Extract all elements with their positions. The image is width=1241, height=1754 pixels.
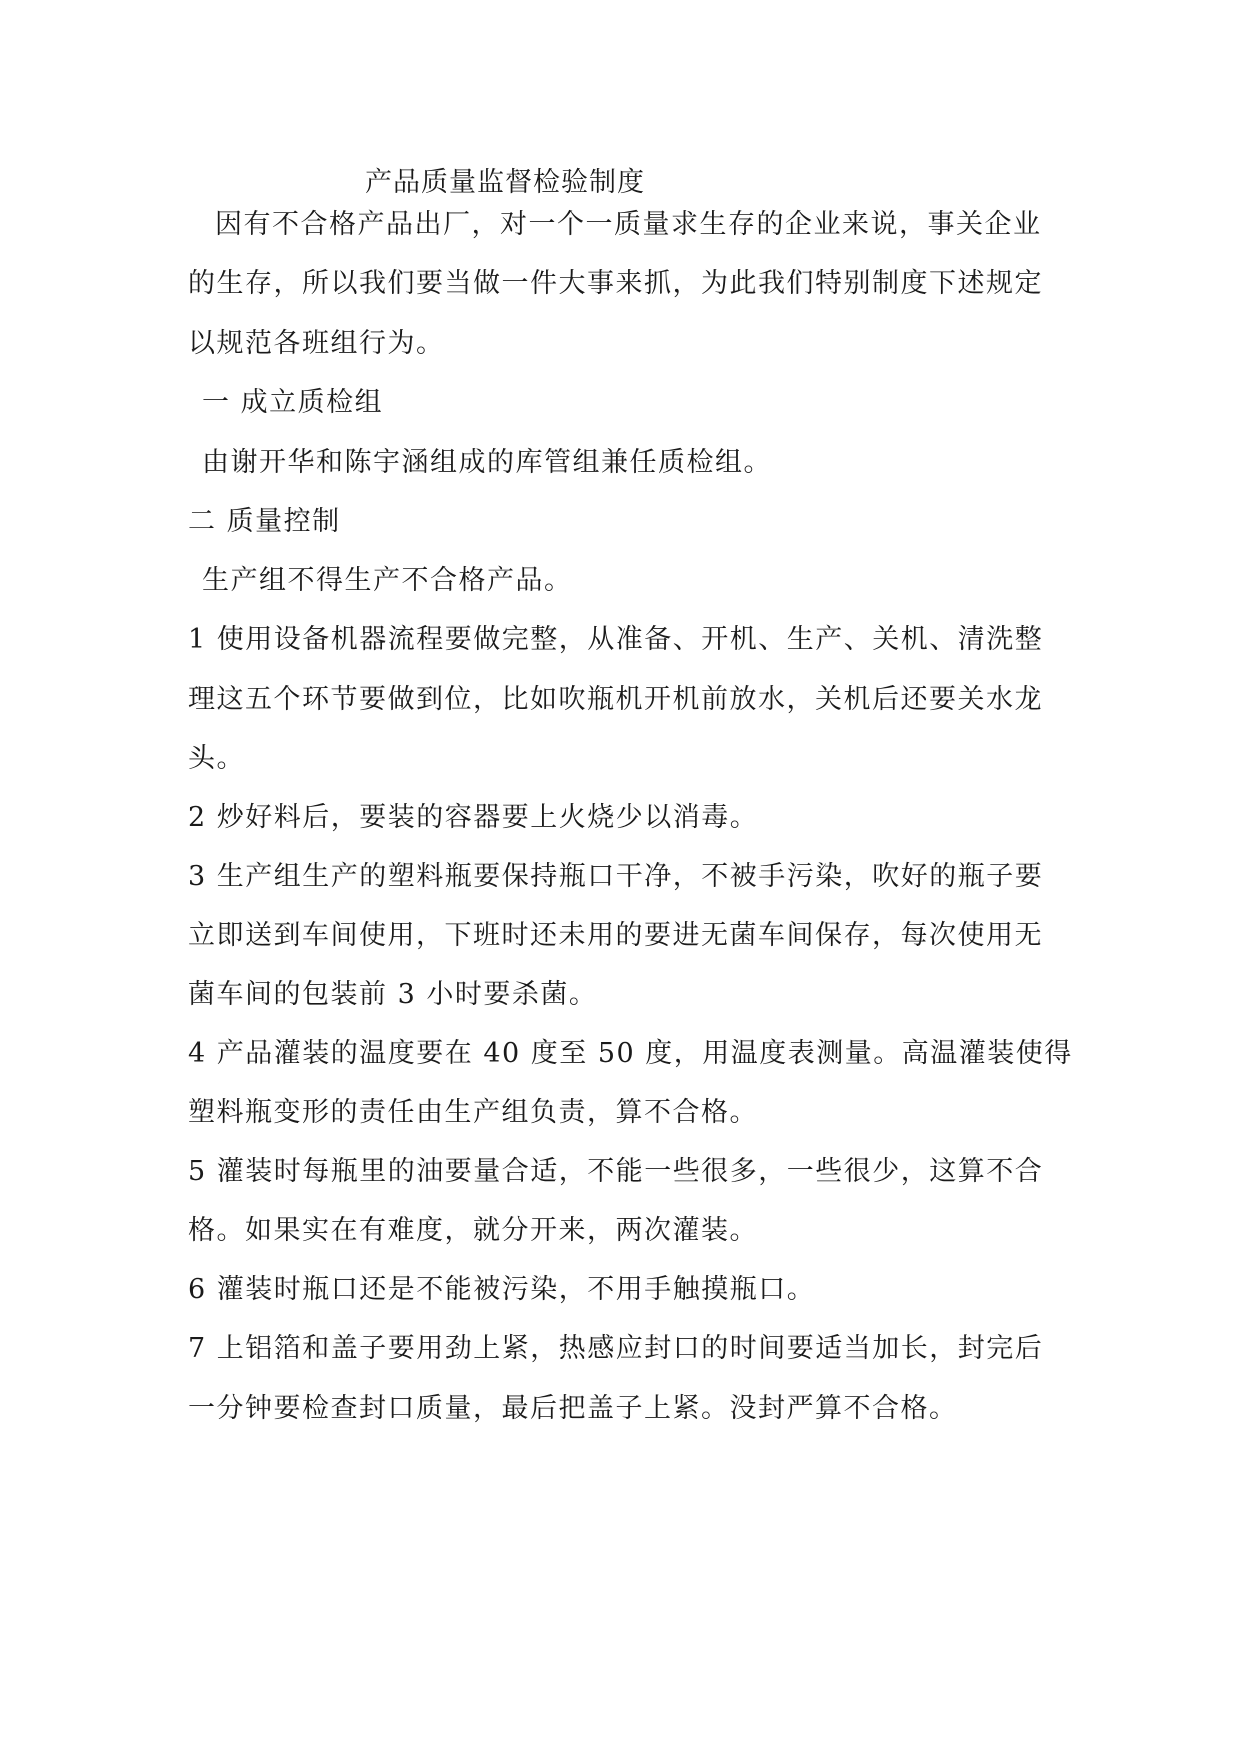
paragraph-line: 以规范各班组行为。 <box>188 328 445 359</box>
list-item-line: 3 生产组生产的塑料瓶要保持瓶口干净，不被手污染，吹好的瓶子要 <box>188 861 1044 892</box>
section-heading: 一 成立质检组 <box>202 387 384 418</box>
list-item-line: 一分钟要检查封口质量，最后把盖子上紧。没封严算不合格。 <box>188 1393 958 1424</box>
list-item-line: 塑料瓶变形的责任由生产组负责，算不合格。 <box>188 1097 758 1128</box>
list-item-line: 7 上铝箔和盖子要用劲上紧，热感应封口的时间要适当加长，封完后 <box>188 1333 1044 1364</box>
paragraph-line: 的生存，所以我们要当做一件大事来抓，为此我们特别制度下述规定 <box>188 268 1043 299</box>
paragraph-line: 由谢开华和陈宇涵组成的库管组兼任质检组。 <box>202 447 772 478</box>
list-item-line: 理这五个环节要做到位，比如吹瓶机开机前放水，关机后还要关水龙 <box>188 684 1043 715</box>
list-item-line: 4 产品灌装的温度要在 40 度至 50 度，用温度表测量。高温灌装使得 <box>188 1038 1073 1069</box>
section-heading: 二 质量控制 <box>188 506 341 537</box>
list-item-line: 6 灌装时瓶口还是不能被污染，不用手触摸瓶口。 <box>188 1274 816 1305</box>
list-item-line: 1 使用设备机器流程要做完整，从准备、开机、生产、关机、清洗整 <box>188 624 1044 655</box>
list-item-line: 格。如果实在有难度，就分开来，两次灌装。 <box>188 1215 758 1246</box>
list-item-line: 2 炒好料后，要装的容器要上火烧少以消毒。 <box>188 802 759 833</box>
list-item-line: 菌车间的包装前 3 小时要杀菌。 <box>188 979 598 1010</box>
list-item-line: 立即送到车间使用，下班时还未用的要进无菌车间保存，每次使用无 <box>188 920 1043 951</box>
paragraph-line: 因有不合格产品出厂，对一个一质量求生存的企业来说，事关企业 <box>215 209 1042 240</box>
paragraph-line: 生产组不得生产不合格产品。 <box>202 565 573 596</box>
list-item-line: 头。 <box>188 743 245 774</box>
list-item-line: 5 灌装时每瓶里的油要量合适，不能一些很多，一些很少，这算不合 <box>188 1156 1044 1187</box>
document-title: 产品质量监督检验制度 <box>365 167 645 198</box>
